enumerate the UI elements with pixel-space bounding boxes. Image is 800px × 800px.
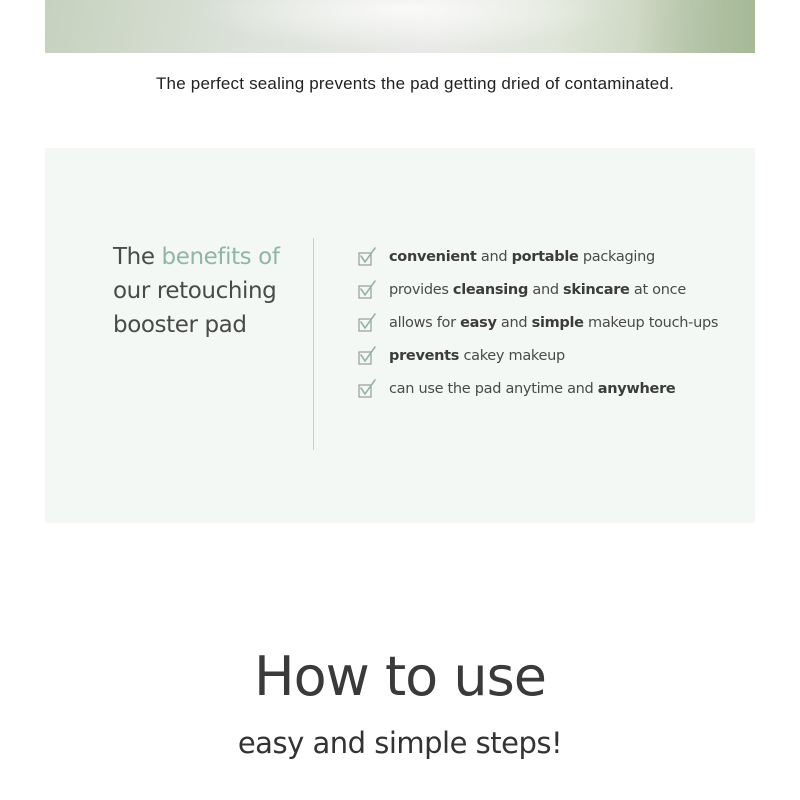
benefits-title-line-3: booster pad [113,312,247,338]
benefit-text-part: cakey makeup [459,347,565,364]
how-to-use-title: How to use [254,645,546,708]
benefit-item [356,372,718,405]
benefit-text [389,348,565,364]
benefit-text-part: makeup touch-ups [583,314,719,331]
benefit-keyword: skincare [563,281,630,298]
benefit-text-part: at once [629,281,686,298]
benefit-keyword: simple [531,314,584,331]
how-to-use-subtitle: easy and simple steps! [237,726,563,760]
product-photo-crop [45,0,755,53]
benefit-text [389,282,686,298]
benefit-text [389,315,718,331]
benefit-item [356,273,718,306]
checkbox-check-icon [356,246,378,268]
benefit-text-part: packaging [578,248,655,265]
benefit-text-part: allows for [389,314,461,331]
checkbox-check-icon [356,279,378,301]
checkbox-check-icon [356,312,378,334]
benefit-text-part: provides [389,281,453,298]
benefit-item [356,240,718,273]
benefits-title-accent: benefits of [161,244,280,270]
benefit-keyword: convenient [389,248,477,265]
benefit-text [389,381,675,397]
benefits-title-line-2: our retouching [113,278,277,304]
checkbox-check-icon [356,345,378,367]
benefit-list [356,240,718,405]
checkbox-check-icon [356,378,378,400]
benefits-panel [45,148,755,523]
benefit-item [356,339,718,372]
benefit-keyword: easy [460,314,497,331]
benefits-title-line-1 [113,240,280,274]
benefit-text-part: and [496,314,532,331]
benefit-text [389,249,655,265]
benefits-title [113,240,280,342]
benefit-item [356,306,718,339]
benefit-keyword: portable [511,248,579,265]
benefit-keyword: cleansing [452,281,529,298]
benefits-title-prefix: The [113,244,162,270]
sealing-caption: The perfect sealing prevents the pad getting dried of contaminated. [155,74,675,93]
photo-highlight [195,0,615,50]
benefit-keyword: anywhere [597,380,676,397]
benefit-keyword: prevents [389,347,460,364]
benefit-text-part: and [476,248,512,265]
benefit-text-part: can use the pad anytime and [389,380,598,397]
photo-edge-shade [635,0,755,53]
benefit-text-part: and [528,281,564,298]
vertical-divider [313,238,314,450]
